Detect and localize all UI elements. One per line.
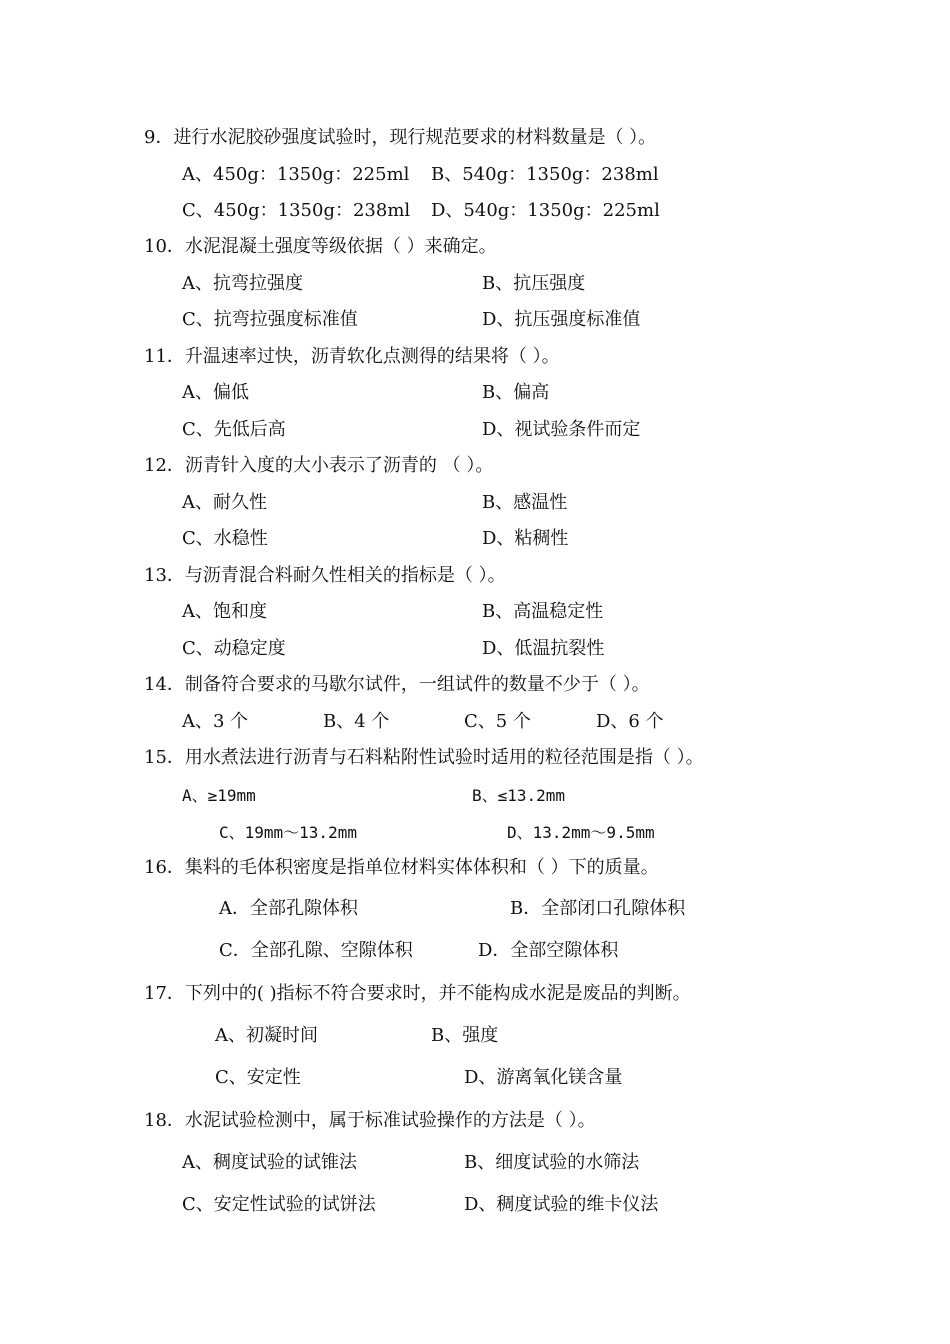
question-11-option-d: D、视试验条件而定 <box>482 419 641 440</box>
question-18-option-b: B、细度试验的水筛法 <box>464 1152 640 1173</box>
question-16-option-b: B．全部闭口孔隙体积 <box>510 898 686 919</box>
question-10-option-c: C、抗弯拉强度标准值 <box>182 309 358 330</box>
question-10-option-d: D、抗压强度标准值 <box>482 309 641 330</box>
question-12-option-c: C、水稳性 <box>182 528 268 549</box>
question-9-option-a: A、450g：1350g：225ml <box>182 164 410 185</box>
question-13-option-b: B、高温稳定性 <box>482 601 604 622</box>
question-17-option-d: D、游离氧化镁含量 <box>464 1067 623 1088</box>
question-16-option-a: A．全部孔隙体积 <box>219 898 358 919</box>
question-14-option-c: C、5 个 <box>464 711 531 732</box>
question-10-option-b: B、抗压强度 <box>482 273 586 294</box>
question-16-option-d: D．全部空隙体积 <box>478 940 619 961</box>
question-13-option-c: C、动稳定度 <box>182 638 286 659</box>
question-18-option-a: A、稠度试验的试锥法 <box>182 1152 357 1173</box>
question-10-stem: 10．水泥混凝土强度等级依据（ ）来确定。 <box>144 236 497 257</box>
question-15-stem: 15．用水煮法进行沥青与石料粘附性试验时适用的粒径范围是指（ ）。 <box>144 747 704 768</box>
question-13-stem: 13．与沥青混合料耐久性相关的指标是（ ）。 <box>144 565 506 586</box>
question-17-option-a: A、初凝时间 <box>215 1025 318 1046</box>
question-13-option-d: D、低温抗裂性 <box>482 638 605 659</box>
question-14-stem: 14．制备符合要求的马歇尔试件，一组试件的数量不少于（ ）。 <box>144 674 650 695</box>
question-15-option-c: C、19mm～13.2mm <box>219 823 357 842</box>
question-15-option-d: D、13.2mm～9.5mm <box>507 823 655 842</box>
question-16-option-c: C．全部孔隙、空隙体积 <box>219 940 413 961</box>
question-14-option-d: D、6 个 <box>596 711 664 732</box>
question-17-stem: 17．下列中的( )指标不符合要求时，并不能构成水泥是废品的判断。 <box>144 983 691 1004</box>
question-18-stem: 18．水泥试验检测中，属于标准试验操作的方法是（ ）。 <box>144 1110 596 1131</box>
question-13-option-a: A、饱和度 <box>182 601 267 622</box>
question-18-option-d: D、稠度试验的维卡仪法 <box>464 1194 659 1215</box>
question-9-option-c: C、450g：1350g：238ml <box>182 200 411 221</box>
question-15-option-a: A、≥19mm <box>182 786 256 805</box>
question-11-option-a: A、偏低 <box>182 382 249 403</box>
question-12-option-d: D、粘稠性 <box>482 528 569 549</box>
question-12-option-b: B、感温性 <box>482 492 568 513</box>
question-17-option-c: C、安定性 <box>215 1067 301 1088</box>
question-18-option-c: C、安定性试验的试饼法 <box>182 1194 376 1215</box>
question-10-option-a: A、抗弯拉强度 <box>182 273 303 294</box>
question-9-option-b: B、540g：1350g：238ml <box>431 164 659 185</box>
question-12-stem: 12．沥青针入度的大小表示了沥青的 （ ）。 <box>144 455 494 476</box>
question-9-stem: 9．进行水泥胶砂强度试验时，现行规范要求的材料数量是（ ）。 <box>144 127 657 148</box>
question-11-option-b: B、偏高 <box>482 382 550 403</box>
question-17-option-b: B、强度 <box>431 1025 499 1046</box>
question-11-option-c: C、先低后高 <box>182 419 286 440</box>
question-14-option-a: A、3 个 <box>182 711 249 732</box>
question-11-stem: 11．升温速率过快，沥青软化点测得的结果将（ ）。 <box>144 346 560 367</box>
question-12-option-a: A、耐久性 <box>182 492 267 513</box>
question-9-option-d: D、540g：1350g：225ml <box>431 200 660 221</box>
question-14-option-b: B、4 个 <box>323 711 390 732</box>
question-15-option-b: B、≤13.2mm <box>472 786 566 805</box>
question-16-stem: 16．集料的毛体积密度是指单位材料实体体积和（ ）下的质量。 <box>144 857 659 878</box>
